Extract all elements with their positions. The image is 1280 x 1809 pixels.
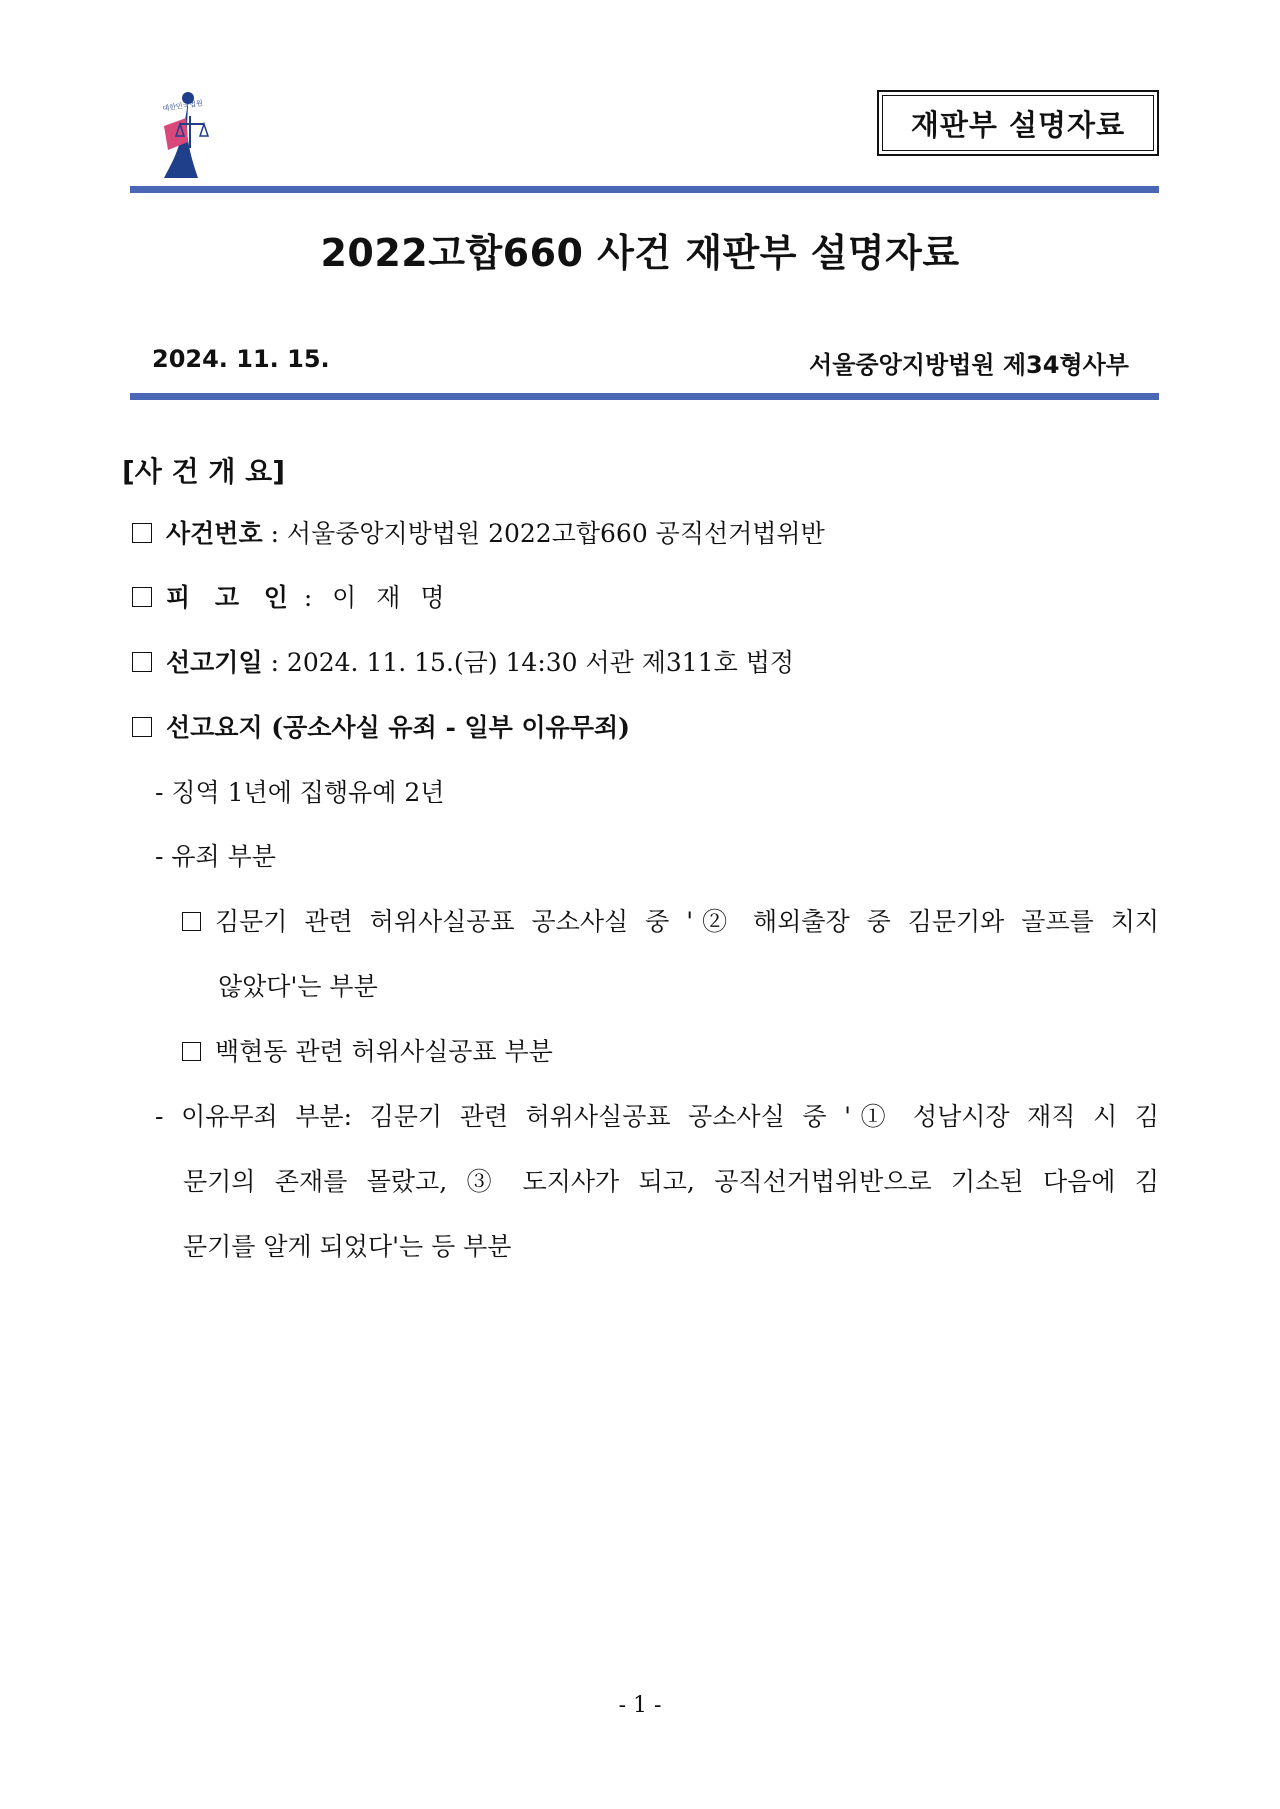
checkbox-bullet-icon xyxy=(132,717,152,737)
guilty-item-1-cont: 않았다'는 부분 xyxy=(218,972,378,1001)
bottom-divider xyxy=(130,393,1159,400)
case-number-value: : 서울중앙지방법원 2022고합660 공직선거법위반 xyxy=(270,519,825,548)
top-divider xyxy=(130,186,1159,193)
defendant-label: 피 고 인 xyxy=(166,583,296,612)
release-date: 2024. 11. 15. xyxy=(152,345,330,373)
checkbox-bullet-icon xyxy=(132,587,152,607)
sentence-line: - 징역 1년에 집행유예 2년 xyxy=(155,778,445,807)
verdict-summary-label: 선고요지 (공소사실 유죄 - 일부 이유무죄) xyxy=(166,713,630,742)
guilty-part-heading: - 유죄 부분 xyxy=(155,842,276,871)
verdict-summary-row xyxy=(132,708,630,744)
sentencing-date-value: : 2024. 11. 15.(금) 14:30 서관 제311호 법정 xyxy=(270,648,795,677)
guilty-item-1 xyxy=(182,902,1159,938)
page-number: - 1 - xyxy=(618,1693,662,1718)
defendant-value: : 이 재 명 xyxy=(303,583,451,612)
case-number-label: 사건번호 xyxy=(166,519,263,548)
section-heading: [사 건 개 요] xyxy=(122,455,286,488)
case-number-row xyxy=(132,514,825,550)
checkbox-bullet-icon xyxy=(132,523,152,543)
checkbox-bullet-icon xyxy=(182,912,201,931)
document-title: 2022고합660 사건 재판부 설명자료 xyxy=(320,231,960,275)
guilty-item-2-text: 백현동 관련 허위사실공표 부분 xyxy=(215,1037,553,1066)
acquittal-line-1: - 이유무죄 부분: 김문기 관련 허위사실공표 공소사실 중 '① 성남시장 재직 시 김 xyxy=(155,1102,1159,1131)
guilty-item-1-text: 김문기 관련 허위사실공표 공소사실 중 '② 해외출장 중 김문기와 골프를 치지 xyxy=(215,907,1159,936)
defendant-row xyxy=(132,578,451,614)
seal-text: 대한민국법원 xyxy=(162,99,204,113)
document-type-badge xyxy=(877,90,1159,156)
acquittal-line-3: 문기를 알게 되었다'는 등 부분 xyxy=(183,1232,512,1261)
acquittal-line-2: 문기의 존재를 몰랐고, ③ 도지사가 되고, 공직선거법위반으로 기소된 다음에 김 xyxy=(183,1167,1159,1196)
issuing-court: 서울중앙지방법원 제34형사부 xyxy=(809,351,1129,379)
checkbox-bullet-icon xyxy=(132,652,152,672)
sentencing-date-label: 선고기일 xyxy=(166,648,263,677)
sentencing-date-row xyxy=(132,643,794,679)
badge-label: 재판부 설명자료 xyxy=(910,107,1126,142)
checkbox-bullet-icon xyxy=(182,1042,201,1061)
guilty-item-2 xyxy=(182,1032,553,1068)
court-seal-logo xyxy=(128,88,238,180)
